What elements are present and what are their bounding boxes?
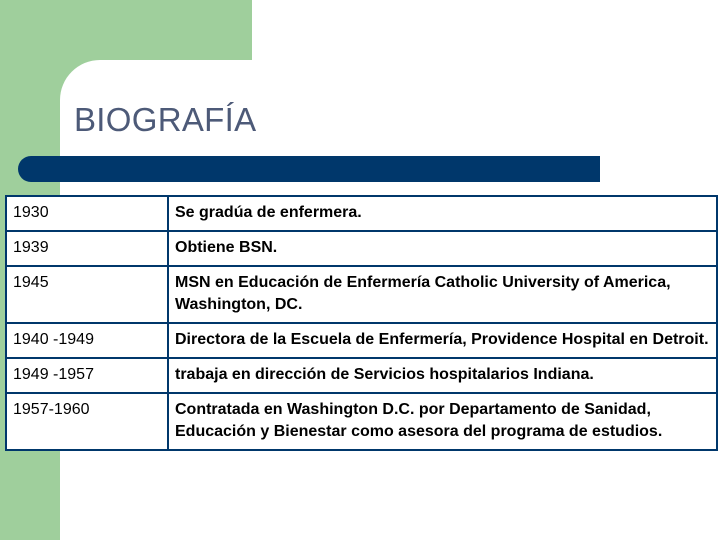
year-cell: 1939 (6, 231, 168, 266)
year-cell: 1957-1960 (6, 393, 168, 450)
table-row (6, 231, 717, 266)
description-cell: Directora de la Escuela de Enfermería, Providence Hospital en Detroit. (168, 323, 717, 358)
table-row (6, 323, 717, 358)
description-cell: Obtiene BSN. (168, 231, 717, 266)
year-cell: 1930 (6, 196, 168, 231)
page-title: BIOGRAFÍA (74, 101, 257, 138)
year-cell: 1940 -1949 (6, 323, 168, 358)
title-underline-bar (18, 156, 600, 182)
description-cell: MSN en Educación de Enfermería Catholic University of America, Washington, DC. (168, 266, 717, 323)
description-cell: Se gradúa de enfermera. (168, 196, 717, 231)
table-row (6, 196, 717, 231)
description-cell: Contratada en Washington D.C. por Departamento de Sanidad, Educación y Bienestar como asesora del programa de estudios. (168, 393, 717, 450)
table-row (6, 266, 717, 323)
biography-table (5, 195, 718, 451)
table-row (6, 393, 717, 450)
year-cell: 1945 (6, 266, 168, 323)
year-cell: 1949 -1957 (6, 358, 168, 393)
description-cell: trabaja en dirección de Servicios hospitalarios Indiana. (168, 358, 717, 393)
table-row (6, 358, 717, 393)
